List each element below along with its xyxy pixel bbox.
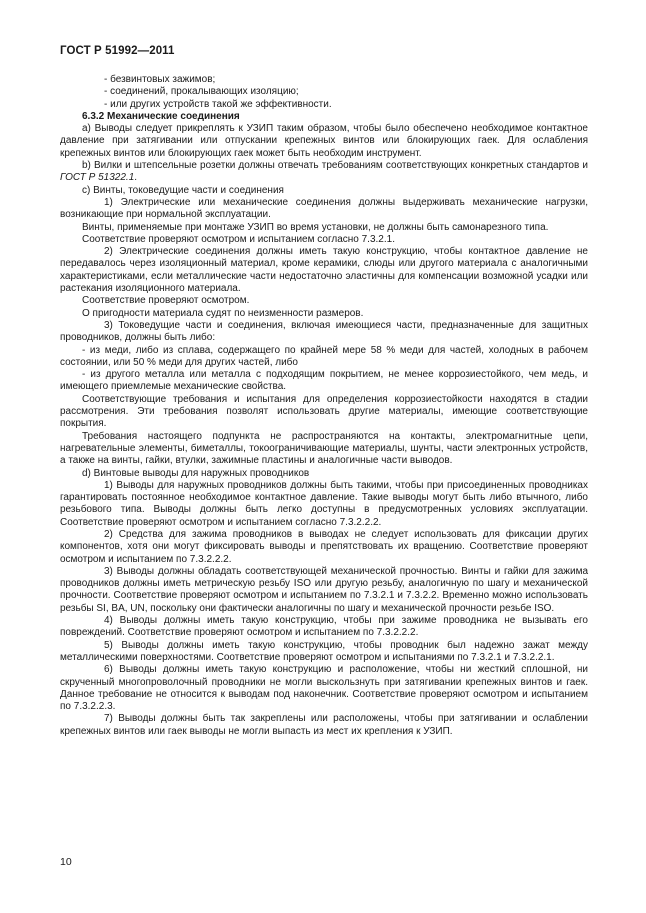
paragraph: 6) Выводы должны иметь такую конструкцию и расположение, чтобы ни жесткий сплошной, ни скрученный многопроволочный проводники не могли выскользнуть при затягивании крепежных винтов и гаек. Данное требование не относится к выводам под наконечник. Соответствие проверяют осмотром и испытанием по 7.3.2.2.3.: [60, 664, 588, 713]
paragraph: - из другого металла или металла с подходящим покрытием, не менее коррозиестойкого, чем медь, и имеющего приемлемые механические свойства.: [60, 369, 588, 393]
section-heading: 6.3.2 Механические соединения: [82, 110, 240, 122]
paragraph: Винты, применяемые при монтаже УЗИП во время установки, не должны быть самонарезного типа.: [82, 221, 549, 233]
standard-reference: ГОСТ Р 51322.1: [60, 172, 135, 184]
paragraph: 2) Электрические соединения должны иметь такую конструкцию, чтобы контактное давление не передавалось через изоляционный материал, кроме керамики, слюды или другого материала с аналогичными характеристиками, если металлические части недостаточно эластичны для компенсации возможной усадки или растекания изоляционного материала.: [60, 246, 588, 295]
paragraph: Соответствующие требования и испытания для определения коррозиестойкости находятся в стадии рассмотрения. Эти требования позволят использовать другие материалы, имеющие соответствующие покрытия.: [60, 393, 588, 430]
page-number: 10: [60, 856, 72, 868]
paragraph: 5) Выводы должны иметь такую конструкцию, чтобы проводник был надежно зажат между металлическими поверхностями. Соответствие проверяют осмотром и испытаниями по 7.3.2.1 и 7.3.2.2.1.: [60, 639, 588, 663]
paragraph: 3) Токоведущие части и соединения, включая имеющиеся части, предназначенные для защитных проводников, должны быть либо:: [60, 319, 588, 344]
paragraph: d) Винтовые выводы для наружных проводников: [82, 467, 310, 479]
paragraph: [60, 160, 588, 185]
paragraph: 3) Выводы должны обладать соответствующей механической прочностью. Винты и гайки для зажима проводников должны иметь метрическую резьбу ISO или другую резьбу, аналогичную по шагу и механической прочности. Соответствие проверяют осмотром и испытанием по 7.3.2.1 и 7.3.2.2. Временно можно использовать резьбы SI, BA, UN, поскольку они фактически аналогичны по шагу и механической прочности резьбе ISO.: [60, 565, 588, 614]
paragraph: 2) Средства для зажима проводников в выводах не следует использовать для фиксации других компонентов, хотя они могут фиксировать выводы и препятствовать их вращению. Соответствие проверяют осмотром и испытанием по 7.3.2.2.2.: [60, 528, 588, 565]
paragraph: - или других устройств такой же эффективности.: [104, 98, 332, 110]
paragraph: 4) Выводы должны иметь такую конструкцию, чтобы при зажиме проводника не вызывать его повреждений. Соответствие проверяют осмотром и испытанием по 7.3.2.2.2.: [60, 615, 588, 639]
paragraph: 1) Электрические или механические соединения должны выдерживать механические нагрузки, возникающие при нормальной эксплуатации.: [60, 196, 588, 221]
paragraph: a) Выводы следует прикреплять к УЗИП таким образом, чтобы было обеспечено необходимое контактное давление при затягивании или отпускании крепежных винтов или блокирующих гаек. Для ослабления крепежных винтов или блокирующих гаек может быть необходим инструмент.: [60, 123, 588, 159]
paragraph-text: .: [134, 172, 138, 184]
paragraph: - безвинтовых зажимов;: [104, 74, 216, 85]
paragraph: - из меди, либо из сплава, содержащего по крайней мере 58 % меди для частей, холодных в рабочем состоянии, или 50 % меди для других частей, либо: [60, 344, 588, 368]
paragraph: Соответствие проверяют осмотром.: [82, 295, 250, 307]
paragraph: c) Винты, токоведущие части и соединения: [82, 184, 284, 196]
document-header: ГОСТ Р 51992—2011: [60, 45, 175, 57]
paragraph: 7) Выводы должны быть так закреплены или расположены, чтобы при затягивании и ослаблении крепежных винтов или гаек выводы не могли выпасть из мест их крепления к УЗИП.: [60, 713, 588, 737]
paragraph: 1) Выводы для наружных проводников должны быть такими, чтобы при присоединенных проводниках гарантировать постоянное необходимое контактное давление. Такие выводы могут быть либо втычного, либо резьбового типа. Выводы должны быть легко доступны в предусмотренных условиях эксплуатации. Соответствие проверяют осмотром и испытанием согласно 7.3.2.2.2.: [60, 479, 588, 528]
paragraph: - соединений, прокалывающих изоляцию;: [104, 86, 299, 98]
paragraph: Требования настоящего подпункта не распространяются на контакты, электромагнитные цепи, нагревательные элементы, биметаллы, токоограничивающие материалы, шунты, части электронных устройств, а также на винты, гайки, втулки, зажимные пластины и аналогичные части выводов.: [60, 430, 588, 467]
paragraph: Соответствие проверяют осмотром и испытанием согласно 7.3.2.1.: [82, 233, 395, 245]
paragraph-text: b) Вилки и штепсельные розетки должны отвечать требованиям соответствующих конкретных стандартов и: [82, 160, 588, 172]
document-body: [60, 74, 588, 738]
paragraph: О пригодности материала судят по неизменности размеров.: [82, 307, 364, 319]
